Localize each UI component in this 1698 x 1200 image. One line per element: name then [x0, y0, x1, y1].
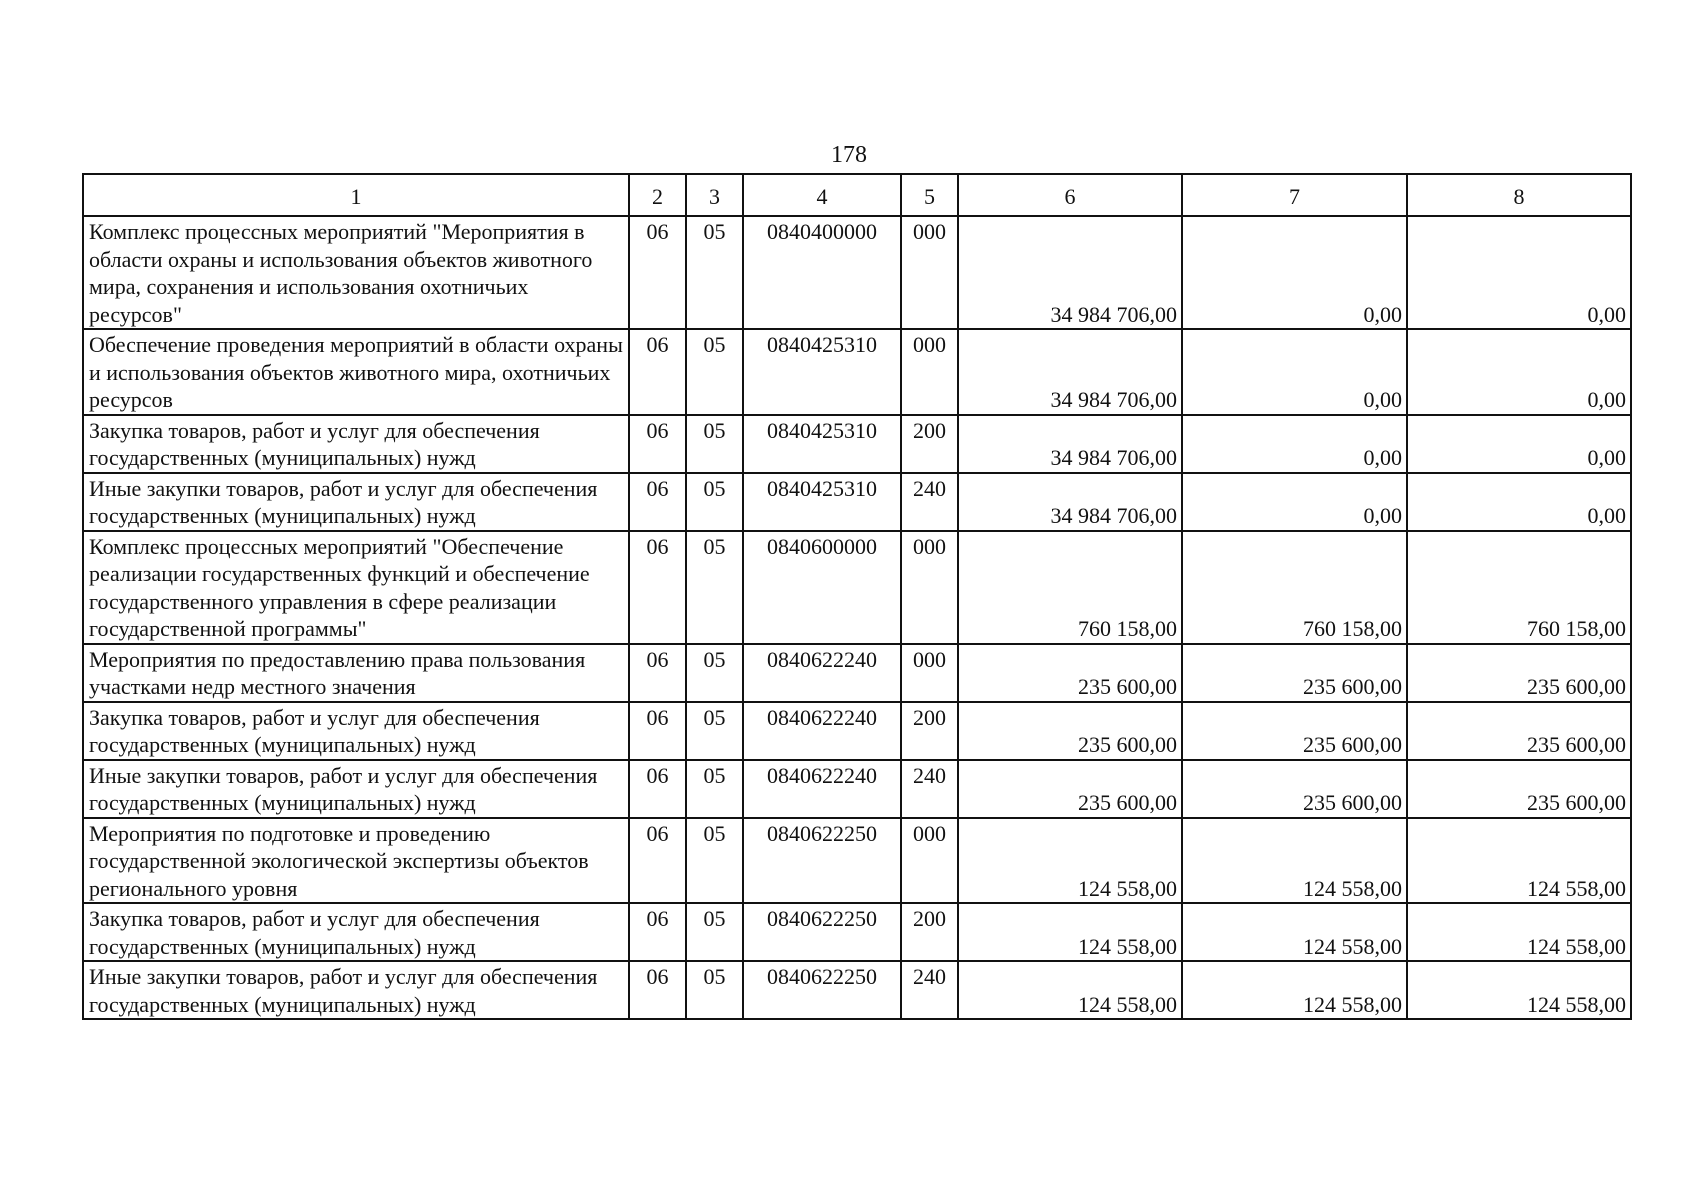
amount-col-6: 124 558,00	[958, 961, 1182, 1019]
amount-col-6: 235 600,00	[958, 702, 1182, 760]
amount-col-6: 124 558,00	[958, 903, 1182, 961]
amount-col-6: 235 600,00	[958, 644, 1182, 702]
budget-table	[82, 173, 1632, 1020]
item-name: Комплекс процессных мероприятий "Мероприятия в области охраны и использования объектов животного мира, сохранения и использования охотничьих ресурсов"	[83, 216, 629, 329]
subsection-code: 05	[686, 415, 743, 473]
section-code: 06	[629, 329, 686, 415]
section-code: 06	[629, 531, 686, 644]
amount-col-7: 0,00	[1182, 415, 1407, 473]
amount-col-8: 124 558,00	[1407, 818, 1631, 904]
item-name: Иные закупки товаров, работ и услуг для обеспечения государственных (муниципальных) нужд	[83, 473, 629, 531]
section-code: 06	[629, 903, 686, 961]
header-row	[83, 174, 1631, 216]
amount-col-6: 34 984 706,00	[958, 216, 1182, 329]
expense-type-code: 000	[901, 216, 958, 329]
section-code: 06	[629, 473, 686, 531]
expense-type-code: 000	[901, 644, 958, 702]
header-cell-2: 2	[629, 174, 686, 216]
header-cell-4: 4	[743, 174, 901, 216]
expense-type-code: 200	[901, 702, 958, 760]
expense-type-code: 240	[901, 473, 958, 531]
amount-col-8: 124 558,00	[1407, 903, 1631, 961]
section-code: 06	[629, 644, 686, 702]
amount-col-7: 124 558,00	[1182, 903, 1407, 961]
section-code: 06	[629, 216, 686, 329]
header-cell-5: 5	[901, 174, 958, 216]
subsection-code: 05	[686, 702, 743, 760]
subsection-code: 05	[686, 961, 743, 1019]
page-number: 178	[831, 142, 867, 168]
subsection-code: 05	[686, 329, 743, 415]
expense-type-code: 200	[901, 415, 958, 473]
expense-type-code: 000	[901, 818, 958, 904]
table-row	[83, 760, 1631, 818]
header-cell-1: 1	[83, 174, 629, 216]
amount-col-6: 235 600,00	[958, 760, 1182, 818]
subsection-code: 05	[686, 216, 743, 329]
expense-type-code: 200	[901, 903, 958, 961]
amount-col-7: 0,00	[1182, 473, 1407, 531]
amount-col-8: 0,00	[1407, 473, 1631, 531]
subsection-code: 05	[686, 531, 743, 644]
amount-col-8: 124 558,00	[1407, 961, 1631, 1019]
item-name: Закупка товаров, работ и услуг для обеспечения государственных (муниципальных) нужд	[83, 903, 629, 961]
target-article-code: 0840400000	[743, 216, 901, 329]
amount-col-8: 235 600,00	[1407, 760, 1631, 818]
amount-col-7: 235 600,00	[1182, 702, 1407, 760]
header-cell-8: 8	[1407, 174, 1631, 216]
table-row	[83, 216, 1631, 329]
amount-col-7: 0,00	[1182, 216, 1407, 329]
item-name: Закупка товаров, работ и услуг для обеспечения государственных (муниципальных) нужд	[83, 415, 629, 473]
target-article-code: 0840425310	[743, 473, 901, 531]
target-article-code: 0840622240	[743, 702, 901, 760]
target-article-code: 0840622240	[743, 644, 901, 702]
amount-col-7: 0,00	[1182, 329, 1407, 415]
amount-col-8: 0,00	[1407, 216, 1631, 329]
amount-col-8: 235 600,00	[1407, 644, 1631, 702]
section-code: 06	[629, 760, 686, 818]
amount-col-8: 0,00	[1407, 329, 1631, 415]
expense-type-code: 000	[901, 329, 958, 415]
target-article-code: 0840425310	[743, 329, 901, 415]
table-row	[83, 644, 1631, 702]
amount-col-7: 235 600,00	[1182, 760, 1407, 818]
subsection-code: 05	[686, 903, 743, 961]
table-row	[83, 818, 1631, 904]
amount-col-6: 760 158,00	[958, 531, 1182, 644]
table-row	[83, 961, 1631, 1019]
item-name: Мероприятия по предоставлению права пользования участками недр местного значения	[83, 644, 629, 702]
expense-type-code: 000	[901, 531, 958, 644]
amount-col-8: 235 600,00	[1407, 702, 1631, 760]
section-code: 06	[629, 702, 686, 760]
target-article-code: 0840622250	[743, 903, 901, 961]
table-row	[83, 903, 1631, 961]
amount-col-6: 34 984 706,00	[958, 329, 1182, 415]
table-row	[83, 531, 1631, 644]
item-name: Мероприятия по подготовке и проведению государственной экологической экспертизы объектов регионального уровня	[83, 818, 629, 904]
table-row	[83, 329, 1631, 415]
section-code: 06	[629, 818, 686, 904]
amount-col-7: 124 558,00	[1182, 961, 1407, 1019]
expense-type-code: 240	[901, 760, 958, 818]
subsection-code: 05	[686, 818, 743, 904]
table-row	[83, 702, 1631, 760]
amount-col-7: 124 558,00	[1182, 818, 1407, 904]
table-body	[83, 174, 1631, 1019]
header-cell-3: 3	[686, 174, 743, 216]
amount-col-6: 34 984 706,00	[958, 415, 1182, 473]
amount-col-8: 760 158,00	[1407, 531, 1631, 644]
item-name: Закупка товаров, работ и услуг для обеспечения государственных (муниципальных) нужд	[83, 702, 629, 760]
item-name: Иные закупки товаров, работ и услуг для обеспечения государственных (муниципальных) нужд	[83, 760, 629, 818]
amount-col-7: 760 158,00	[1182, 531, 1407, 644]
target-article-code: 0840622250	[743, 818, 901, 904]
amount-col-8: 0,00	[1407, 415, 1631, 473]
table-row	[83, 415, 1631, 473]
item-name: Обеспечение проведения мероприятий в области охраны и использования объектов животного мира, охотничьих ресурсов	[83, 329, 629, 415]
item-name: Комплекс процессных мероприятий "Обеспечение реализации государственных функций и обеспечение государственного управления в сфере реализации государственной программы"	[83, 531, 629, 644]
target-article-code: 0840425310	[743, 415, 901, 473]
item-name: Иные закупки товаров, работ и услуг для обеспечения государственных (муниципальных) нужд	[83, 961, 629, 1019]
amount-col-6: 34 984 706,00	[958, 473, 1182, 531]
expense-type-code: 240	[901, 961, 958, 1019]
section-code: 06	[629, 961, 686, 1019]
table-row	[83, 473, 1631, 531]
subsection-code: 05	[686, 473, 743, 531]
header-cell-7: 7	[1182, 174, 1407, 216]
amount-col-7: 235 600,00	[1182, 644, 1407, 702]
amount-col-6: 124 558,00	[958, 818, 1182, 904]
subsection-code: 05	[686, 760, 743, 818]
subsection-code: 05	[686, 644, 743, 702]
target-article-code: 0840622250	[743, 961, 901, 1019]
header-cell-6: 6	[958, 174, 1182, 216]
target-article-code: 0840600000	[743, 531, 901, 644]
section-code: 06	[629, 415, 686, 473]
target-article-code: 0840622240	[743, 760, 901, 818]
